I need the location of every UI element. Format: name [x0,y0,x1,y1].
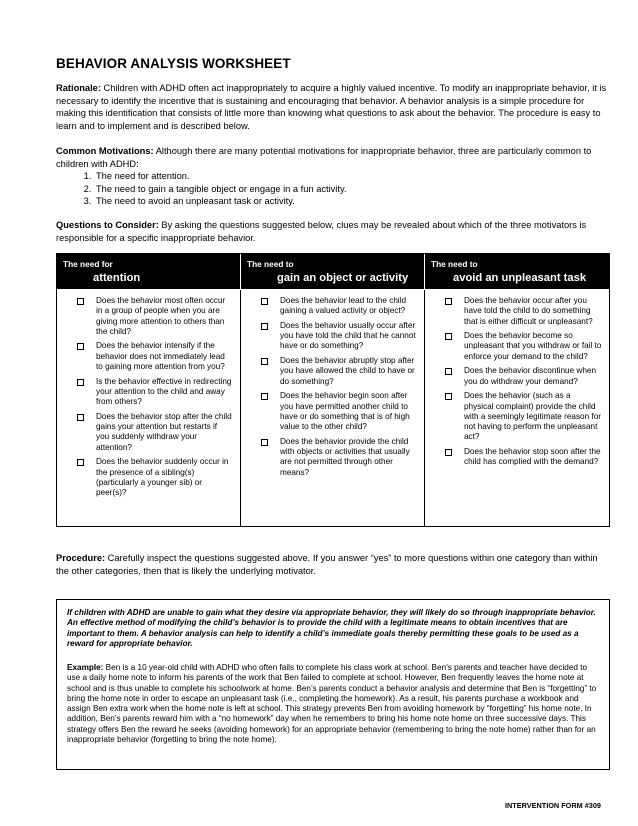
checklist-item [280,437,419,478]
checkbox-icon[interactable] [445,449,452,456]
question-text: Does the behavior abruptly stop after you have allowed the child to have or do something? [280,356,415,386]
motivation-item: 2. The need to gain a tangible object or engage in a fun activity. [94,183,612,196]
question-text: Does the behavior lead to the child gaining a valued activity or object? [280,296,407,316]
checklist-item [96,412,232,453]
checklist [464,296,602,472]
motivations-label: Common Motivations: [56,146,154,156]
questions-paragraph [56,219,612,244]
checkbox-icon[interactable] [261,393,268,400]
checklist-item [464,447,602,468]
header-big-label: avoid an unpleasant task [453,272,587,284]
checkbox-icon[interactable] [77,414,84,421]
procedure-text: Carefully inspect the questions suggested above. If you answer “yes” to more questions within one category than within the other categories, then that is likely the underlying motivator. [56,553,598,576]
question-text: Does the behavior occur after you have told the child to do something that is either difficult or unpleasant? [464,296,593,326]
checkbox-icon[interactable] [261,358,268,365]
example-body [67,663,602,745]
example-intro: If children with ADHD are unable to gain what they desire via appropriate behavior, they will likely do so through inappropriate behavior. An effective method of modifying the child’s behavior is to provide the child with a legitimate means to obtain incentives that are important to them. A behavior analysis can help to identify a child’s immediate goals thereby permitting these goals to be used as a reward for appropriate behavior. [67,608,596,648]
motivation-item: 3. The need to avoid an unpleasant task or activity. [94,195,612,208]
form-number: INTERVENTION FORM #309 [505,801,601,810]
question-text: Does the behavior stop soon after the child has complied with the demand? [464,447,601,467]
checkbox-icon[interactable] [445,368,452,375]
header-small-label: The need for [63,259,113,269]
question-text: Does the behavior become so unpleasant that you withdraw or fail to enforce your demand to the child? [464,331,602,361]
checkbox-icon[interactable] [445,298,452,305]
checklist-item [96,341,232,372]
checkbox-icon[interactable] [77,343,84,350]
checkbox-icon[interactable] [77,379,84,386]
example-text: Ben is a 10 year-old child with ADHD who often fails to complete his class work at school. Ben’s parents and teacher have decided to use a daily home note to inform his parents of the work that Ben failed to complete at school. However, Ben frequently leaves the home note at school and is thus unable to complete his schoolwork at home. Ben’s parents conduct a behavior analysis and determine that Ben is “forgetting” to bring the home note in order to escape an unpleasant task (i.e., completing the homework). As a result, his parents purchase a workbook and assign Ben extra work when the home note is left at school. This strategy prevents Ben from avoiding homework by “forgetting” his home note. In addition, Ben’s parents reward him with a “no homework” day when he remembers to bring his home note home on three successive days. This strategy offers Ben the reward he seeks (avoiding homework) for an appropriate behavior (remembering to bring the note home) rather than for an inappropriate behavior (forgetting to bring the note home). [67,663,597,745]
questions-table [56,253,610,527]
checklist-item [96,296,232,337]
checklist-item [464,296,602,327]
checklist-item [280,391,419,432]
checkbox-icon[interactable] [445,393,452,400]
checkbox-icon[interactable] [261,298,268,305]
procedure-label: Procedure: [56,553,106,563]
checklist-item [96,377,232,408]
column-avoid-task [424,290,610,526]
question-text: Does the behavior (such as a physical complaint) provide the child with a seemingly legitimate reason for not having to perform the unpleasant act? [464,391,601,442]
header-avoid-task [424,254,610,289]
checklist-item [280,356,419,387]
header-small-label: The need to [431,259,478,269]
motivations-paragraph [56,145,612,208]
procedure-paragraph [56,552,612,577]
page-title: BEHAVIOR ANALYSIS WORKSHEET [56,56,291,71]
rationale-label: Rationale: [56,83,101,93]
example-box [56,599,610,770]
checklist [96,296,232,503]
header-gain-object [240,254,425,289]
header-big-label: gain an object or activity [277,272,409,284]
motivations-text: Although there are many potential motivations for inappropriate behavior, three are particularly common to children with ADHD: [56,146,592,169]
motivations-list [56,170,612,208]
table-header [57,254,609,289]
question-text: Is the behavior effective in redirecting your attention to the child and away from others? [96,376,232,407]
question-text: Does the behavior discontinue when you do withdraw your demand? [464,366,596,386]
checklist-item [464,331,602,362]
checkbox-icon[interactable] [261,323,268,330]
checkbox-icon[interactable] [445,333,452,340]
question-text: Does the behavior stop after the child gains your attention but restarts if you suddenly withdraw your attention? [96,411,232,452]
motivation-item: 1. The need for attention. [94,170,612,183]
question-text: Does the behavior most often occur in a group of people when you are giving more attention to others than the child? [96,296,226,336]
checklist-item [280,296,419,317]
checklist-item [280,321,419,352]
questions-text: By asking the questions suggested below, clues may be revealed about which of the three motivators is responsible for a specific inappropriate behavior. [56,220,587,243]
question-text: Does the behavior provide the child with objects or activities that usually are not permitted through other means? [280,436,410,477]
question-text: Does the behavior usually occur after you have told the child that he cannot have or do something? [280,320,416,351]
checklist-item [464,391,602,442]
checklist-item [464,366,602,387]
column-gain-object [240,290,425,526]
checkbox-icon[interactable] [261,439,268,446]
header-big-label: attention [93,272,141,284]
column-attention [57,290,240,526]
question-text: Does the behavior suddenly occur in the presence of a sibling(s) (particularly a younger sib) or peer(s)? [96,457,229,498]
question-text: Does the behavior begin soon after you have permitted another child to have or do something that is of high value to the other child? [280,391,410,432]
rationale-paragraph [56,82,612,132]
checkbox-icon[interactable] [77,298,84,305]
checklist [280,296,419,482]
rationale-text: Children with ADHD often act inappropriately to acquire a highly valued incentive. To modify an inappropriate behavior, it is necessary to identify the incentive that is sustaining and encouraging that behavior. A behavior analysis is a simple procedure for making this identification that consists of little more than knowing what questions to ask about the behavior. The procedure is easy to learn and to implement and is described below. [56,83,607,131]
header-attention [57,254,240,289]
checklist-item [96,457,232,498]
questions-label: Questions to Consider: [56,220,159,230]
example-label: Example: [67,663,104,672]
checkbox-icon[interactable] [77,459,84,466]
question-text: Does the behavior intensify if the behavior does not immediately lead to gaining more attention from you? [96,341,225,372]
header-small-label: The need to [247,259,294,269]
